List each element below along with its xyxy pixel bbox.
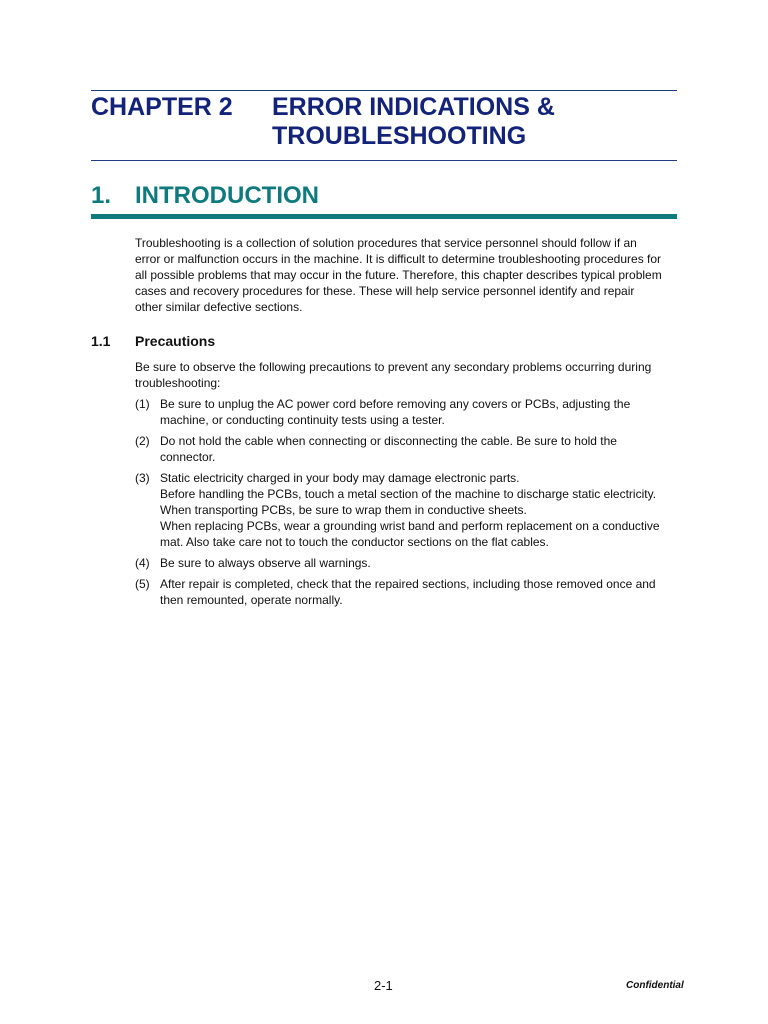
list-item-text: Do not hold the cable when connecting or disconnecting the cable. Be sure to hold the connector.	[160, 434, 617, 464]
intro-paragraph: Troubleshooting is a collection of solution procedures that service personnel should follow if an error or malfunction occurs in the machine. It is difficult to determine troubleshooting procedures for all possible problems that may occur in the future. Therefore, this chapter describes typical problem cases and recovery procedures for these. These will help service personnel identify and repair other similar defective sections.	[135, 236, 662, 314]
chapter-bottom-rule	[91, 160, 677, 161]
list-item-marker: (4)	[135, 556, 150, 570]
confidential-label: Confidential	[626, 980, 684, 991]
list-item-text: After repair is completed, check that the repaired sections, including those removed once and then remounted, operate normally.	[160, 577, 656, 607]
list-item	[135, 470, 670, 550]
list-item	[135, 433, 670, 465]
list-item	[135, 396, 670, 428]
list-item	[135, 555, 670, 571]
subsection-number: 1.1	[91, 333, 111, 349]
section-title: INTRODUCTION	[135, 182, 319, 209]
list-item-text: Before handling the PCBs, touch a metal section of the machine to discharge static electricity.	[160, 487, 657, 501]
list-item-marker: (5)	[135, 577, 150, 591]
list-item-text: Be sure to unplug the AC power cord before removing any covers or PCBs, adjusting the machine, or conducting continuity tests using a tester.	[160, 397, 631, 427]
list-item-text: Be sure to always observe all warnings.	[160, 556, 371, 570]
page-number: 2-1	[374, 978, 393, 993]
precautions-intro: Be sure to observe the following precautions to prevent any secondary problems occurring during troubleshooting:	[135, 360, 652, 390]
section-rule	[91, 214, 677, 219]
precautions-list	[135, 396, 670, 613]
chapter-title	[272, 93, 692, 151]
chapter-title-line-1: ERROR INDICATIONS &	[272, 93, 555, 121]
list-item-marker: (1)	[135, 397, 150, 411]
chapter-number: CHAPTER 2	[91, 93, 233, 121]
list-item-marker: (3)	[135, 471, 150, 485]
list-item-text: When transporting PCBs, be sure to wrap them in conductive sheets.	[160, 503, 527, 517]
subsection-title: Precautions	[135, 333, 216, 349]
list-item	[135, 576, 670, 608]
chapter-title-line-2: TROUBLESHOOTING	[272, 122, 527, 150]
list-item-text: Static electricity charged in your body may damage electronic parts.	[160, 471, 520, 485]
section-number: 1.	[91, 182, 112, 209]
list-item-text: When replacing PCBs, wear a grounding wrist band and perform replacement on a conductive mat. Also take care not to touch the conductor sections on the flat cables.	[160, 519, 660, 549]
list-item-marker: (2)	[135, 434, 150, 448]
chapter-top-rule	[91, 90, 677, 91]
